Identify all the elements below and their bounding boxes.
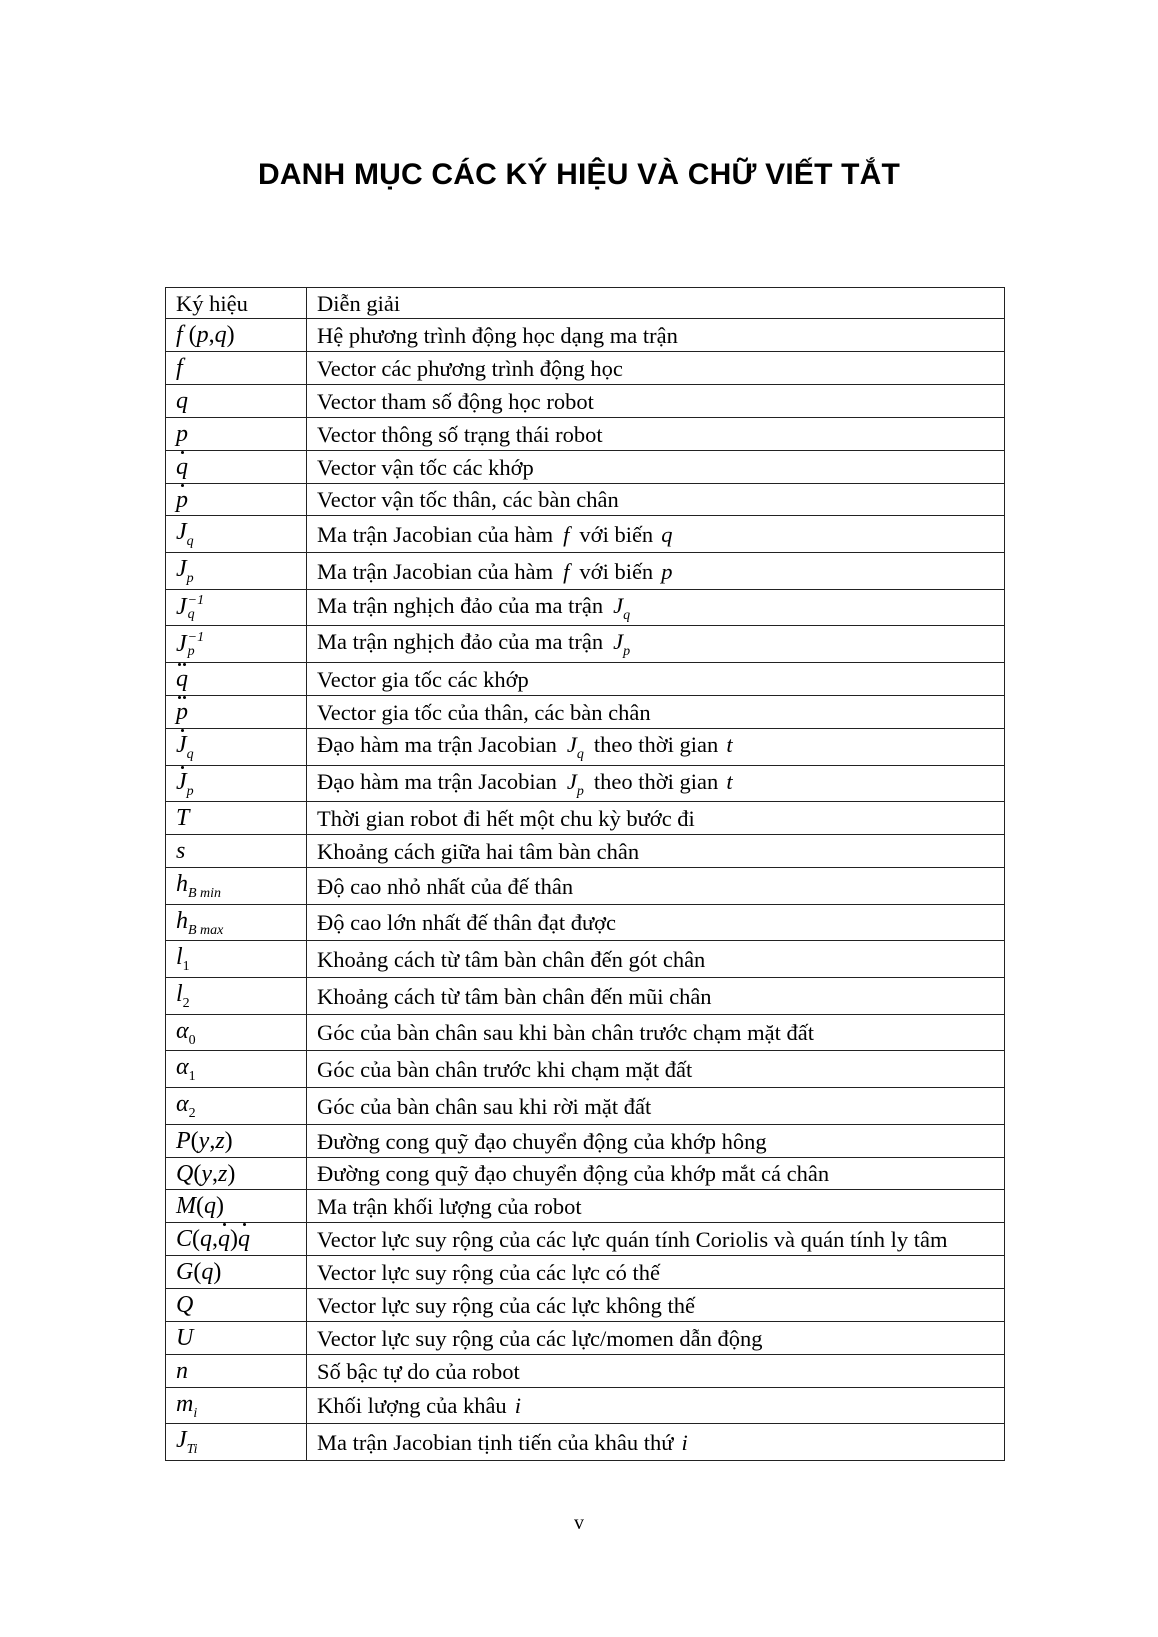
table-header-row [166,288,1005,319]
description-cell [307,417,1005,450]
symbol-cell: $\alpha_2$ [166,1088,307,1125]
description-cell [307,696,1005,729]
description-variable: p [661,558,673,584]
description-cell [307,1354,1005,1387]
symbol-cell: T [166,802,307,835]
description-variable: $J_q$ [613,592,631,623]
description-cell [307,765,1005,802]
symbol-cell: G(q) [166,1256,307,1289]
table-row [166,1223,1005,1256]
description-connector: với biến [579,522,654,548]
description-cell [307,352,1005,385]
table-row [166,352,1005,385]
description-variable: $J_p$ [613,629,631,660]
table-row [166,1088,1005,1125]
description-text: Vector vận tốc các khớp [317,454,534,480]
table-row [166,1014,1005,1051]
description-text: Ma trận Jacobian của hàm [317,522,554,548]
table-row [166,1124,1005,1157]
description-text: Đường cong quỹ đạo chuyển động của khớp hông [317,1128,767,1154]
symbol-cell: M(q) [166,1190,307,1223]
table-row [166,516,1005,553]
description-cell [307,1321,1005,1354]
table-row [166,483,1005,516]
table-row [166,941,1005,978]
symbol-cell: n [166,1354,307,1387]
table-row [166,1424,1005,1461]
description-cell [307,904,1005,941]
description-variable: t [726,768,733,794]
symbol-cell: Q [166,1289,307,1322]
symbol-cell: $\alpha_0$ [166,1014,307,1051]
description-cell [307,483,1005,516]
description-connector: với biến [579,558,654,584]
symbol-cell: q [166,663,307,696]
description-text: Ma trận khối lượng của robot [317,1194,582,1220]
description-text: Góc của bàn chân trước khi chạm mặt đất [317,1057,693,1083]
table-row [166,867,1005,904]
symbol-cell: $J_p$ [166,765,307,802]
symbol-cell: $J_{Ti}$ [166,1424,307,1461]
table-row [166,1354,1005,1387]
description-cell [307,802,1005,835]
description-cell [307,835,1005,868]
description-cell [307,1256,1005,1289]
description-text: Vector lực suy rộng của các lực không thế [317,1292,696,1318]
description-variable: f [563,522,570,548]
description-cell [307,516,1005,553]
symbol-cell: p [166,483,307,516]
table-row [166,904,1005,941]
table-row [166,1256,1005,1289]
description-text: Số bậc tự do của robot [317,1358,520,1384]
page-number: v [574,1512,584,1534]
symbol-cell: p [166,417,307,450]
description-text: Ma trận Jacobian của hàm [317,558,554,584]
description-text: Đạo hàm ma trận Jacobian [317,768,557,794]
description-cell [307,663,1005,696]
description-variable: $J_p$ [566,768,584,799]
table-row [166,417,1005,450]
table-row [166,1289,1005,1322]
description-text: Đạo hàm ma trận Jacobian [317,731,557,757]
table-row [166,319,1005,352]
description-text: Khoảng cách từ tâm bàn chân đến mũi chân [317,983,712,1009]
description-cell [307,450,1005,483]
description-cell [307,941,1005,978]
description-text: Vector tham số động học robot [317,388,594,414]
symbol-cell: $\alpha_1$ [166,1051,307,1088]
table-row [166,1321,1005,1354]
description-cell [307,1190,1005,1223]
description-cell [307,867,1005,904]
description-text: Góc của bàn chân sau khi rời mặt đất [317,1093,652,1119]
symbol-cell: J −1 q [166,589,307,626]
description-text: Vector gia tốc của thân, các bàn chân [317,699,651,725]
header-symbol: Ký hiệu [166,288,307,319]
description-variable: i [681,1430,688,1456]
table-row [166,835,1005,868]
description-text: Khối lượng của khâu [317,1393,507,1419]
table-row [166,450,1005,483]
description-variable: t [726,731,733,757]
symbol-cell: $J_q$ [166,728,307,765]
description-cell [307,626,1005,663]
description-cell [307,1387,1005,1424]
table-row [166,728,1005,765]
symbol-cell: $h_{B max}$ [166,904,307,941]
description-text: Vector gia tốc các khớp [317,666,529,692]
symbol-cell: $l_2$ [166,977,307,1014]
symbol-cell: C(q,q)q [166,1223,307,1256]
description-cell [307,1289,1005,1322]
description-cell [307,1223,1005,1256]
symbol-cell: $h_{B min}$ [166,867,307,904]
page-title: DANH MỤC CÁC KÝ HIỆU VÀ CHỮ VIẾT TẮT [257,158,901,191]
table-row [166,977,1005,1014]
description-cell [307,589,1005,626]
symbol-cell: q [166,450,307,483]
description-cell [307,1014,1005,1051]
table-row [166,384,1005,417]
description-text: Độ cao lớn nhất đế thân đạt được [317,910,617,936]
description-cell [307,1051,1005,1088]
table-row [166,663,1005,696]
description-text: Vector các phương trình động học [317,355,623,381]
description-cell [307,977,1005,1014]
table-row [166,626,1005,663]
description-variable: q [661,522,673,548]
symbol-cell: p [166,696,307,729]
description-variable: f [563,558,570,584]
description-text: Vector vận tốc thân, các bàn chân [317,487,619,513]
description-connector: theo thời gian [593,731,719,757]
symbol-cell: J −1 p [166,626,307,663]
description-connector: theo thời gian [593,768,719,794]
description-text: Vector lực suy rộng của các lực/momen dẫn động [317,1325,763,1351]
description-cell [307,1157,1005,1190]
table-row [166,589,1005,626]
symbol-cell: f (p,q) [166,319,307,352]
description-text: Khoảng cách giữa hai tâm bàn chân [317,838,640,864]
description-variable: i [514,1393,521,1419]
table-row [166,553,1005,590]
description-text: Thời gian robot đi hết một chu kỳ bước đi [317,806,695,832]
symbol-cell: Q(y,z) [166,1157,307,1190]
symbol-cell: s [166,835,307,868]
symbol-cell: $J_p$ [166,553,307,590]
description-text: Độ cao nhỏ nhất của đế thân [317,873,574,899]
symbol-cell: P(y,z) [166,1124,307,1157]
description-cell [307,384,1005,417]
description-text: Đường cong quỹ đạo chuyển động của khớp mắt cá chân [317,1161,830,1187]
header-description: Diễn giải [307,288,1005,319]
table-row [166,1051,1005,1088]
description-text: Vector lực suy rộng của các lực quán tính Coriolis và quán tính ly tâm [317,1227,948,1253]
table-row [166,765,1005,802]
description-cell [307,1424,1005,1461]
description-text: Ma trận nghịch đảo của ma trận [317,592,604,618]
description-variable: $J_q$ [566,731,584,762]
symbol-cell: q [166,384,307,417]
description-cell [307,728,1005,765]
symbol-cell: $m_i$ [166,1387,307,1424]
description-cell [307,319,1005,352]
description-text: Khoảng cách từ tâm bàn chân đến gót chân [317,947,706,973]
description-text: Hệ phương trình động học dạng ma trận [317,323,678,349]
description-text: Ma trận Jacobian tịnh tiến của khâu thứ [317,1430,674,1456]
table-row [166,1190,1005,1223]
symbols-table-body [166,288,1005,1461]
table-row [166,1157,1005,1190]
description-text: Ma trận nghịch đảo của ma trận [317,629,604,655]
table-row [166,696,1005,729]
description-text: Vector lực suy rộng của các lực có thế [317,1260,660,1286]
description-text: Vector thông số trạng thái robot [317,421,603,447]
symbol-cell: $l_1$ [166,941,307,978]
table-row [166,1387,1005,1424]
table-row [166,802,1005,835]
description-cell [307,1088,1005,1125]
description-cell [307,1124,1005,1157]
description-cell [307,553,1005,590]
symbol-cell: U [166,1321,307,1354]
symbols-table [165,287,1005,1461]
symbol-cell: $J_q$ [166,516,307,553]
description-text: Góc của bàn chân sau khi bàn chân trước chạm mặt đất [317,1020,815,1046]
symbol-cell: f [166,352,307,385]
